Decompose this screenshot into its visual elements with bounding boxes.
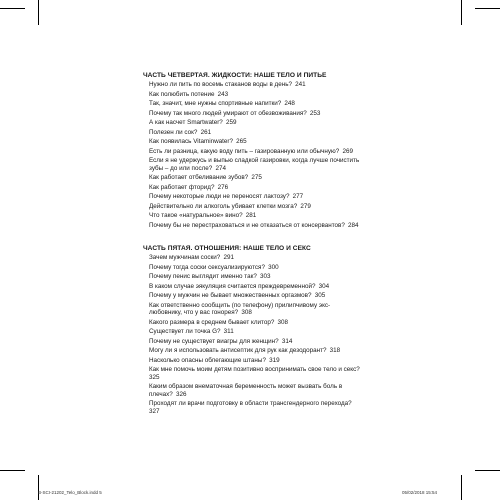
- toc-entry-page: 308: [241, 309, 252, 317]
- toc-entry-page: 253: [309, 109, 321, 117]
- toc-entry-title: Как работает отбеливание зубов?: [149, 174, 249, 182]
- toc-entry: [143, 283, 363, 291]
- toc-entry: [143, 148, 363, 156]
- toc-entry: [143, 366, 363, 381]
- toc-entry-page: 325: [149, 373, 160, 381]
- toc-entry-title: Почему у мужчин не бывает множественных оргазмов?: [149, 292, 312, 300]
- toc-entry: [143, 193, 363, 201]
- slug-filename: B-SCI-21202_Telo_Block.indd 5: [38, 490, 102, 495]
- toc-entry-title: Проходят ли врачи подготовку в области трансгендерного перехода?: [149, 400, 352, 408]
- toc-entry: [143, 81, 363, 89]
- toc-section-five: [143, 244, 363, 418]
- toc-entry-page: 304: [318, 282, 330, 290]
- toc-entry-title: Что такое «натуральное» вино?: [149, 212, 243, 220]
- crop-mark: [461, 475, 462, 500]
- toc-entry-title: Так, значит, мне нужны спортивные напитки?: [149, 100, 282, 108]
- toc-entry-page: 308: [277, 318, 288, 326]
- toc-entry-page: 318: [329, 347, 341, 355]
- toc-entry-title: Если я не удержусь и выпью сладкой газировки, когда лучше почистить зубы – до или после?: [149, 157, 360, 172]
- toc-entry: [143, 400, 363, 415]
- toc-entry: [143, 292, 363, 300]
- toc-section-four: [143, 71, 363, 231]
- toc-entry: [143, 100, 363, 108]
- toc-entry-page: 248: [284, 100, 295, 108]
- toc-entry-page: 327: [149, 408, 160, 416]
- toc-entry-page: 311: [223, 328, 234, 336]
- toc-entry-page: 277: [292, 193, 304, 201]
- toc-entry-title: Зачем мужчинам соски?: [149, 254, 221, 262]
- toc-entry: [143, 222, 363, 230]
- slug-date: 05/02/2018 15:54: [402, 490, 438, 495]
- toc-entry-page: 303: [260, 273, 271, 281]
- crop-mark: [0, 470, 25, 471]
- crop-mark: [38, 475, 39, 500]
- crop-mark: [0, 8, 25, 9]
- toc-entry-title: Полезен ли сок?: [149, 128, 198, 136]
- toc-entry-title: Существует ли точка G?: [149, 328, 221, 336]
- toc-entry: [143, 119, 363, 127]
- toc-entry: [143, 91, 363, 99]
- toc-entry: [143, 347, 363, 355]
- toc-entry: [143, 357, 363, 365]
- toc-entry-page: 319: [269, 356, 280, 364]
- toc-entry: [143, 174, 363, 182]
- toc-entry-page: 279: [300, 202, 311, 210]
- toc-entry-title: Почему так много людей умирают от обезвоживания?: [149, 109, 307, 117]
- toc-entry-title: Есть ли разница, какую воду пить – газированную или обычную?: [149, 147, 340, 155]
- toc-entry: [143, 129, 363, 137]
- toc-entry-page: 314: [281, 337, 293, 345]
- toc-entry-title: Как мне помочь моим детям позитивно воспринимать свое тело и секс?: [149, 366, 360, 374]
- toc-entry: [143, 212, 363, 220]
- toc-entry-title: Как полюбить потение: [149, 90, 215, 98]
- toc-entry-page: 243: [217, 90, 229, 98]
- toc-entry-title: В каком случае эякуляция считается преждевременной?: [149, 282, 316, 290]
- crop-mark: [475, 8, 500, 9]
- crop-mark: [461, 0, 462, 25]
- toc-entry-page: 284: [348, 221, 359, 229]
- crop-mark: [475, 470, 500, 471]
- toc-entry-page: 269: [342, 147, 353, 155]
- toc-entry: [143, 383, 363, 398]
- toc-entry: [143, 273, 363, 281]
- toc-entry-page: 305: [314, 292, 326, 300]
- section-heading: ЧАСТЬ ПЯТАЯ. ОТНОШЕНИЯ: НАШЕ ТЕЛО И СЕКС: [143, 245, 311, 252]
- toc-entry: [143, 328, 363, 336]
- toc-entry: [143, 203, 363, 211]
- toc-entry-title: Могу ли я использовать антисептик для рук как дезодорант?: [149, 347, 327, 355]
- toc-entry-title: Почему некоторые люди не переносят лактозу?: [149, 193, 290, 201]
- toc-entry: [143, 338, 363, 346]
- toc-entry-title: Как появилась Vitaminwater?: [149, 138, 233, 146]
- toc-entry-title: Нужно ли пить по восемь стаканов воды в день?: [149, 81, 292, 89]
- toc-entry: [143, 319, 363, 327]
- toc-entry-title: Почему бы не перестраховаться и не отказаться от консервантов?: [149, 221, 345, 229]
- toc-entry-page: 265: [236, 138, 247, 146]
- toc-list: [143, 254, 363, 415]
- toc-entry: [143, 302, 363, 317]
- toc-list: [143, 81, 363, 229]
- toc-entry-page: 274: [215, 164, 226, 172]
- toc-entry: [143, 254, 363, 262]
- section-heading: ЧАСТЬ ЧЕТВЕРТАЯ. ЖИДКОСТИ: НАШЕ ТЕЛО И ПИТЬЕ: [143, 72, 327, 79]
- toc-entry-title: Как работает фторид?: [149, 183, 215, 191]
- toc-entry: [143, 157, 363, 172]
- toc-entry: [143, 110, 363, 118]
- toc-entry-title: Почему тогда соски сексуализируются?: [149, 263, 265, 271]
- toc-entry-page: 275: [251, 174, 262, 182]
- toc-entry: [143, 184, 363, 192]
- toc-entry-page: 281: [245, 212, 257, 220]
- toc-entry-page: 241: [295, 81, 306, 89]
- toc-entry-page: 326: [175, 390, 187, 398]
- toc-entry-title: Какого размера в среднем бывает клитор?: [149, 318, 275, 326]
- toc-entry-title: Каким образом внематочная беременность может вызвать боль в плечах?: [149, 383, 343, 398]
- crop-mark: [38, 0, 39, 25]
- toc-entry-page: 259: [225, 119, 237, 127]
- toc-entry-title: А как насчет Smartwater?: [149, 119, 223, 127]
- toc-entry-title: Насколько опасны облегающие штаны?: [149, 356, 266, 364]
- toc-entry-page: 261: [200, 128, 212, 136]
- toc-entry-title: Действительно ли алкоголь убивает клетки мозга?: [149, 202, 298, 210]
- toc-entry-page: 291: [223, 254, 234, 262]
- toc-entry-title: Почему пенис выглядит именно так?: [149, 273, 257, 281]
- toc-entry: [143, 138, 363, 146]
- toc-entry-title: Как ответственно сообщить (по телефону) прилипчивому экс-любовнику, что у вас гонорея?: [149, 301, 331, 317]
- toc-entry-page: 276: [217, 183, 229, 191]
- toc-entry-title: Почему не существует виагры для женщин?: [149, 337, 279, 345]
- toc-entry-page: 300: [268, 263, 279, 271]
- toc-entry: [143, 264, 363, 272]
